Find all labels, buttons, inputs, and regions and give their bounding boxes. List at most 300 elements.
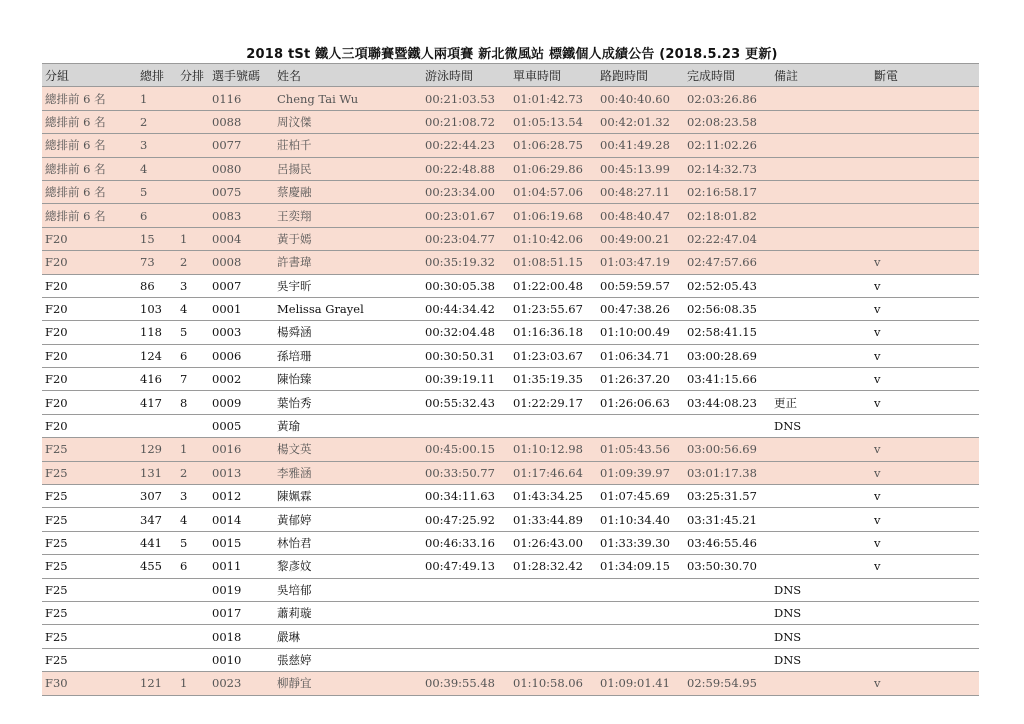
cell-bike-time: 01:26:43.00 xyxy=(510,531,597,554)
cell-swim-time: 00:30:05.38 xyxy=(422,274,510,297)
cell-name: 嚴琳 xyxy=(274,625,422,648)
cell-bib: 0014 xyxy=(209,508,274,531)
cell-note xyxy=(771,134,871,157)
cell-name: 李雅涵 xyxy=(274,461,422,484)
cell-name: Melissa Grayel xyxy=(274,297,422,320)
cell-run-time: 01:07:45.69 xyxy=(597,485,684,508)
cell-run-time: 00:47:38.26 xyxy=(597,297,684,320)
cell-overall: 441 xyxy=(137,531,177,554)
cell-power xyxy=(871,625,979,648)
cell-swim-time: 00:39:19.11 xyxy=(422,368,510,391)
cell-note xyxy=(771,461,871,484)
cell-finish-time: 03:00:56.69 xyxy=(684,438,771,461)
cell-overall xyxy=(137,601,177,624)
cell-finish-time: 03:41:15.66 xyxy=(684,368,771,391)
cell-swim-time: 00:23:04.77 xyxy=(422,227,510,250)
cell-power: v xyxy=(871,297,979,320)
cell-overall: 103 xyxy=(137,297,177,320)
table-row xyxy=(42,508,979,531)
cell-note xyxy=(771,110,871,133)
cell-run-time: 00:48:27.11 xyxy=(597,180,684,203)
cell-bib: 0088 xyxy=(209,110,274,133)
cell-swim-time: 00:23:34.00 xyxy=(422,180,510,203)
cell-rank xyxy=(177,204,209,227)
cell-name: 孫培珊 xyxy=(274,344,422,367)
column-header-finish: 完成時間 xyxy=(684,64,771,87)
table-row xyxy=(42,227,979,250)
cell-bib: 0116 xyxy=(209,87,274,110)
cell-power xyxy=(871,180,979,203)
cell-swim-time xyxy=(422,601,510,624)
cell-rank xyxy=(177,414,209,437)
cell-finish-time: 02:08:23.58 xyxy=(684,110,771,133)
cell-name: 陳姵霖 xyxy=(274,485,422,508)
column-header-name: 姓名 xyxy=(274,64,422,87)
page-title: 2018 tSt 鐵人三項聯賽暨鐵人兩項賽 新北微風站 標鐵個人成績公告 (2018.5.23 更新) xyxy=(246,47,778,62)
cell-name: 王奕翔 xyxy=(274,204,422,227)
cell-finish-time xyxy=(684,601,771,624)
cell-rank: 3 xyxy=(177,485,209,508)
cell-note xyxy=(771,344,871,367)
cell-finish-time: 03:00:28.69 xyxy=(684,344,771,367)
cell-rank xyxy=(177,180,209,203)
cell-rank xyxy=(177,157,209,180)
cell-name: 林怡君 xyxy=(274,531,422,554)
cell-rank: 4 xyxy=(177,508,209,531)
cell-overall: 131 xyxy=(137,461,177,484)
cell-rank: 2 xyxy=(177,251,209,274)
cell-power xyxy=(871,134,979,157)
table-row xyxy=(42,180,979,203)
cell-run-time: 01:10:00.49 xyxy=(597,321,684,344)
cell-bib: 0016 xyxy=(209,438,274,461)
cell-name: 吳培郁 xyxy=(274,578,422,601)
cell-name: 張慈婷 xyxy=(274,648,422,671)
cell-finish-time: 02:03:26.86 xyxy=(684,87,771,110)
cell-group: F25 xyxy=(42,438,137,461)
cell-bike-time: 01:06:29.86 xyxy=(510,157,597,180)
table-row xyxy=(42,531,979,554)
cell-rank xyxy=(177,648,209,671)
cell-finish-time: 02:14:32.73 xyxy=(684,157,771,180)
column-header-power: 斷電 xyxy=(871,64,979,87)
cell-bib: 0080 xyxy=(209,157,274,180)
cell-overall: 347 xyxy=(137,508,177,531)
cell-overall: 15 xyxy=(137,227,177,250)
cell-group: F25 xyxy=(42,508,137,531)
table-row xyxy=(42,485,979,508)
cell-power: v xyxy=(871,461,979,484)
cell-overall: 455 xyxy=(137,555,177,578)
cell-run-time xyxy=(597,414,684,437)
cell-bib: 0011 xyxy=(209,555,274,578)
cell-group: F20 xyxy=(42,274,137,297)
cell-swim-time xyxy=(422,625,510,648)
cell-swim-time: 00:23:01.67 xyxy=(422,204,510,227)
cell-finish-time: 03:25:31.57 xyxy=(684,485,771,508)
cell-swim-time: 00:55:32.43 xyxy=(422,391,510,414)
cell-bike-time: 01:01:42.73 xyxy=(510,87,597,110)
cell-name: 楊文英 xyxy=(274,438,422,461)
cell-run-time: 00:59:59.57 xyxy=(597,274,684,297)
cell-run-time xyxy=(597,648,684,671)
cell-name: 蕭莉璇 xyxy=(274,601,422,624)
cell-note xyxy=(771,157,871,180)
table-row xyxy=(42,625,979,648)
cell-finish-time: 02:59:54.95 xyxy=(684,672,771,695)
cell-swim-time: 00:32:04.48 xyxy=(422,321,510,344)
cell-finish-time: 02:16:58.17 xyxy=(684,180,771,203)
cell-bib: 0005 xyxy=(209,414,274,437)
cell-swim-time: 00:22:48.88 xyxy=(422,157,510,180)
cell-rank: 4 xyxy=(177,297,209,320)
cell-power xyxy=(871,157,979,180)
cell-group: 總排前 6 名 xyxy=(42,204,137,227)
cell-name: 楊舜涵 xyxy=(274,321,422,344)
cell-rank: 7 xyxy=(177,368,209,391)
cell-finish-time: 02:22:47.04 xyxy=(684,227,771,250)
cell-swim-time: 00:45:00.15 xyxy=(422,438,510,461)
cell-rank: 1 xyxy=(177,672,209,695)
cell-run-time: 00:48:40.47 xyxy=(597,204,684,227)
cell-note: DNS xyxy=(771,578,871,601)
cell-overall xyxy=(137,414,177,437)
cell-bike-time: 01:33:44.89 xyxy=(510,508,597,531)
cell-bib: 0004 xyxy=(209,227,274,250)
cell-group: F25 xyxy=(42,578,137,601)
cell-swim-time: 00:21:08.72 xyxy=(422,110,510,133)
cell-bike-time xyxy=(510,648,597,671)
cell-run-time: 00:49:00.21 xyxy=(597,227,684,250)
cell-group: 總排前 6 名 xyxy=(42,134,137,157)
cell-bike-time: 01:17:46.64 xyxy=(510,461,597,484)
cell-bike-time: 01:35:19.35 xyxy=(510,368,597,391)
cell-power: v xyxy=(871,391,979,414)
cell-run-time: 01:05:43.56 xyxy=(597,438,684,461)
cell-finish-time: 02:56:08.35 xyxy=(684,297,771,320)
cell-bib: 0075 xyxy=(209,180,274,203)
cell-finish-time xyxy=(684,648,771,671)
cell-bike-time: 01:08:51.15 xyxy=(510,251,597,274)
cell-run-time xyxy=(597,601,684,624)
cell-finish-time: 03:46:55.46 xyxy=(684,531,771,554)
cell-finish-time xyxy=(684,625,771,648)
cell-power xyxy=(871,110,979,133)
table-row xyxy=(42,648,979,671)
cell-power: v xyxy=(871,251,979,274)
cell-run-time: 01:33:39.30 xyxy=(597,531,684,554)
cell-bike-time: 01:10:58.06 xyxy=(510,672,597,695)
cell-rank: 8 xyxy=(177,391,209,414)
cell-run-time: 00:45:13.99 xyxy=(597,157,684,180)
cell-run-time xyxy=(597,625,684,648)
cell-group: F20 xyxy=(42,321,137,344)
cell-rank: 5 xyxy=(177,321,209,344)
cell-bike-time: 01:05:13.54 xyxy=(510,110,597,133)
table-row xyxy=(42,555,979,578)
cell-overall: 2 xyxy=(137,110,177,133)
cell-note xyxy=(771,438,871,461)
cell-run-time: 00:42:01.32 xyxy=(597,110,684,133)
cell-group: F25 xyxy=(42,555,137,578)
cell-group: F25 xyxy=(42,485,137,508)
cell-bike-time xyxy=(510,625,597,648)
cell-swim-time: 00:21:03.53 xyxy=(422,87,510,110)
cell-name: 葉怡秀 xyxy=(274,391,422,414)
cell-group: 總排前 6 名 xyxy=(42,157,137,180)
cell-group: F20 xyxy=(42,297,137,320)
cell-bike-time: 01:04:57.06 xyxy=(510,180,597,203)
table-row xyxy=(42,391,979,414)
cell-note: 更正 xyxy=(771,391,871,414)
cell-note xyxy=(771,87,871,110)
cell-overall: 6 xyxy=(137,204,177,227)
cell-name: 黃于嫣 xyxy=(274,227,422,250)
cell-bib: 0077 xyxy=(209,134,274,157)
cell-overall xyxy=(137,578,177,601)
table-row xyxy=(42,251,979,274)
cell-swim-time xyxy=(422,578,510,601)
cell-power xyxy=(871,601,979,624)
results-body xyxy=(42,87,979,695)
cell-power: v xyxy=(871,508,979,531)
cell-group: F20 xyxy=(42,368,137,391)
cell-note xyxy=(771,251,871,274)
cell-power xyxy=(871,204,979,227)
cell-power xyxy=(871,227,979,250)
cell-finish-time: 02:52:05.43 xyxy=(684,274,771,297)
cell-bike-time: 01:16:36.18 xyxy=(510,321,597,344)
cell-group: 總排前 6 名 xyxy=(42,87,137,110)
table-row xyxy=(42,204,979,227)
cell-rank xyxy=(177,625,209,648)
cell-run-time xyxy=(597,578,684,601)
table-row xyxy=(42,461,979,484)
cell-bike-time: 01:06:28.75 xyxy=(510,134,597,157)
column-header-bike: 單車時間 xyxy=(510,64,597,87)
cell-bike-time: 01:10:12.98 xyxy=(510,438,597,461)
cell-group: F20 xyxy=(42,227,137,250)
cell-note xyxy=(771,180,871,203)
cell-swim-time: 00:46:33.16 xyxy=(422,531,510,554)
cell-rank xyxy=(177,134,209,157)
cell-run-time: 01:06:34.71 xyxy=(597,344,684,367)
cell-rank xyxy=(177,110,209,133)
cell-finish-time xyxy=(684,578,771,601)
cell-swim-time: 00:22:44.23 xyxy=(422,134,510,157)
cell-power xyxy=(871,648,979,671)
cell-note: DNS xyxy=(771,414,871,437)
cell-overall: 4 xyxy=(137,157,177,180)
cell-bib: 0015 xyxy=(209,531,274,554)
cell-swim-time xyxy=(422,414,510,437)
cell-overall: 416 xyxy=(137,368,177,391)
cell-group: F25 xyxy=(42,648,137,671)
cell-name: 陳怡臻 xyxy=(274,368,422,391)
cell-name: 黃瑜 xyxy=(274,414,422,437)
cell-power: v xyxy=(871,672,979,695)
table-row xyxy=(42,368,979,391)
table-row xyxy=(42,134,979,157)
cell-power: v xyxy=(871,531,979,554)
table-row xyxy=(42,157,979,180)
table-row xyxy=(42,87,979,110)
cell-note xyxy=(771,672,871,695)
cell-finish-time xyxy=(684,414,771,437)
cell-run-time: 01:26:06.63 xyxy=(597,391,684,414)
cell-note xyxy=(771,508,871,531)
cell-run-time: 01:26:37.20 xyxy=(597,368,684,391)
cell-bike-time xyxy=(510,414,597,437)
cell-note xyxy=(771,204,871,227)
cell-bike-time: 01:10:42.06 xyxy=(510,227,597,250)
cell-finish-time: 02:47:57.66 xyxy=(684,251,771,274)
cell-swim-time: 00:35:19.32 xyxy=(422,251,510,274)
cell-group: F20 xyxy=(42,344,137,367)
cell-bike-time: 01:23:03.67 xyxy=(510,344,597,367)
cell-group: F30 xyxy=(42,672,137,695)
cell-finish-time: 02:58:41.15 xyxy=(684,321,771,344)
cell-group: F25 xyxy=(42,601,137,624)
cell-note xyxy=(771,321,871,344)
cell-overall: 124 xyxy=(137,344,177,367)
table-row xyxy=(42,601,979,624)
cell-run-time: 01:09:39.97 xyxy=(597,461,684,484)
cell-rank: 3 xyxy=(177,274,209,297)
cell-run-time: 01:09:01.41 xyxy=(597,672,684,695)
cell-bib: 0006 xyxy=(209,344,274,367)
cell-finish-time: 02:18:01.82 xyxy=(684,204,771,227)
cell-overall: 86 xyxy=(137,274,177,297)
table-row xyxy=(42,297,979,320)
cell-note xyxy=(771,297,871,320)
cell-power: v xyxy=(871,485,979,508)
cell-name: Cheng Tai Wu xyxy=(274,87,422,110)
cell-note xyxy=(771,227,871,250)
cell-bib: 0007 xyxy=(209,274,274,297)
cell-rank xyxy=(177,87,209,110)
cell-bib: 0012 xyxy=(209,485,274,508)
cell-overall xyxy=(137,625,177,648)
cell-finish-time: 03:44:08.23 xyxy=(684,391,771,414)
cell-power: v xyxy=(871,274,979,297)
cell-rank: 1 xyxy=(177,227,209,250)
cell-overall: 5 xyxy=(137,180,177,203)
cell-group: F25 xyxy=(42,531,137,554)
column-header-group: 分組 xyxy=(42,64,137,87)
cell-bib: 0003 xyxy=(209,321,274,344)
cell-group: F20 xyxy=(42,414,137,437)
cell-power: v xyxy=(871,555,979,578)
cell-power: v xyxy=(871,344,979,367)
cell-bike-time xyxy=(510,578,597,601)
cell-bike-time: 01:22:00.48 xyxy=(510,274,597,297)
cell-rank: 5 xyxy=(177,531,209,554)
column-header-bib: 選手號碼 xyxy=(209,64,274,87)
cell-name: 黃郁婷 xyxy=(274,508,422,531)
cell-swim-time: 00:39:55.48 xyxy=(422,672,510,695)
cell-group: F25 xyxy=(42,625,137,648)
cell-run-time: 01:10:34.40 xyxy=(597,508,684,531)
cell-rank: 1 xyxy=(177,438,209,461)
cell-name: 呂揚民 xyxy=(274,157,422,180)
cell-name: 莊柏千 xyxy=(274,134,422,157)
cell-swim-time: 00:47:25.92 xyxy=(422,508,510,531)
table-row xyxy=(42,414,979,437)
cell-rank xyxy=(177,601,209,624)
cell-power: v xyxy=(871,438,979,461)
cell-name: 吳宇昕 xyxy=(274,274,422,297)
cell-name: 周汶傑 xyxy=(274,110,422,133)
cell-overall: 73 xyxy=(137,251,177,274)
cell-group: 總排前 6 名 xyxy=(42,180,137,203)
cell-name: 蔡慶融 xyxy=(274,180,422,203)
cell-rank: 2 xyxy=(177,461,209,484)
cell-name: 黎彥妏 xyxy=(274,555,422,578)
table-row xyxy=(42,110,979,133)
table-row xyxy=(42,672,979,695)
table-header-row xyxy=(42,64,979,87)
cell-power xyxy=(871,578,979,601)
table-row xyxy=(42,344,979,367)
cell-bib: 0010 xyxy=(209,648,274,671)
cell-note xyxy=(771,485,871,508)
cell-bike-time: 01:22:29.17 xyxy=(510,391,597,414)
column-header-run: 路跑時間 xyxy=(597,64,684,87)
cell-bib: 0002 xyxy=(209,368,274,391)
cell-finish-time: 03:50:30.70 xyxy=(684,555,771,578)
cell-name: 柳靜宜 xyxy=(274,672,422,695)
cell-run-time: 00:41:49.28 xyxy=(597,134,684,157)
cell-swim-time: 00:47:49.13 xyxy=(422,555,510,578)
cell-power xyxy=(871,87,979,110)
cell-overall: 307 xyxy=(137,485,177,508)
cell-group: F20 xyxy=(42,251,137,274)
cell-note: DNS xyxy=(771,648,871,671)
cell-bib: 0013 xyxy=(209,461,274,484)
cell-bib: 0017 xyxy=(209,601,274,624)
cell-rank: 6 xyxy=(177,555,209,578)
cell-run-time: 01:34:09.15 xyxy=(597,555,684,578)
cell-bib: 0001 xyxy=(209,297,274,320)
cell-swim-time: 00:44:34.42 xyxy=(422,297,510,320)
cell-rank xyxy=(177,578,209,601)
cell-bib: 0083 xyxy=(209,204,274,227)
cell-finish-time: 02:11:02.26 xyxy=(684,134,771,157)
cell-swim-time xyxy=(422,648,510,671)
cell-overall: 1 xyxy=(137,87,177,110)
cell-overall: 3 xyxy=(137,134,177,157)
table-row xyxy=(42,438,979,461)
cell-note xyxy=(771,555,871,578)
cell-overall: 118 xyxy=(137,321,177,344)
cell-run-time: 01:03:47.19 xyxy=(597,251,684,274)
cell-finish-time: 03:31:45.21 xyxy=(684,508,771,531)
cell-note: DNS xyxy=(771,625,871,648)
cell-name: 許書瑋 xyxy=(274,251,422,274)
cell-note: DNS xyxy=(771,601,871,624)
cell-bib: 0009 xyxy=(209,391,274,414)
cell-bib: 0023 xyxy=(209,672,274,695)
cell-overall: 129 xyxy=(137,438,177,461)
column-header-note: 備註 xyxy=(771,64,871,87)
cell-run-time: 00:40:40.60 xyxy=(597,87,684,110)
cell-bike-time: 01:43:34.25 xyxy=(510,485,597,508)
cell-overall: 417 xyxy=(137,391,177,414)
cell-bike-time: 01:23:55.67 xyxy=(510,297,597,320)
cell-bike-time xyxy=(510,601,597,624)
cell-overall: 121 xyxy=(137,672,177,695)
